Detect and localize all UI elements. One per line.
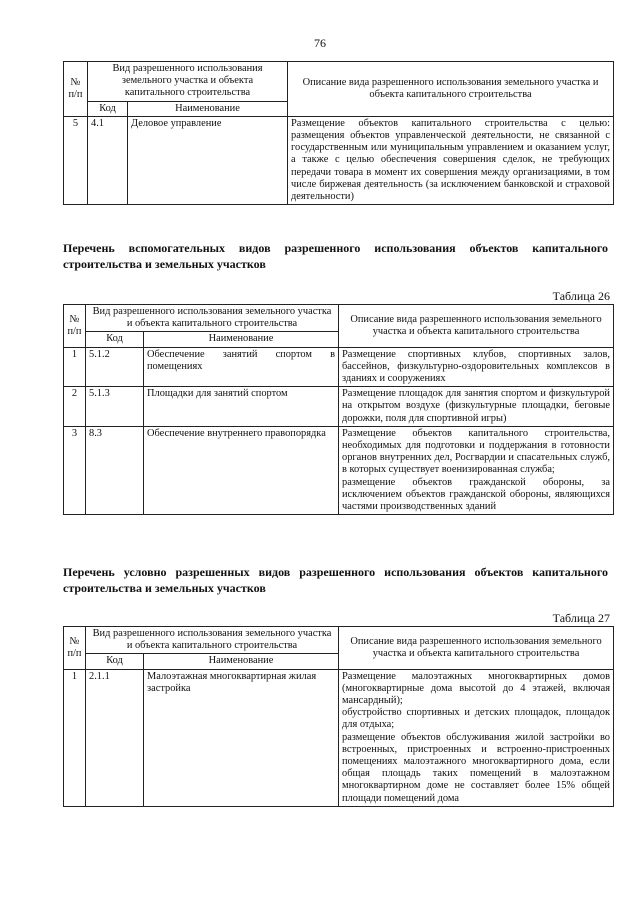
row-name: Обеспечение занятий спортом в помещениях bbox=[144, 347, 339, 387]
row-num: 1 bbox=[64, 347, 86, 387]
row-name: Обеспечение внутреннего правопорядка bbox=[144, 426, 339, 514]
row-description: Размещение объектов капитального строительства, необходимых для подготовки и поддержания в готовности органов внутренних дел, Росгвардии и спасательных служб, в которых существует военизированная служба; размещение объектов гражданской обороны, за исключением объектов гражданской обороны, являющихся частями производственных зданий bbox=[339, 426, 614, 514]
header-description: Описание вида разрешенного использования земельного участка и объекта капитального строительства bbox=[339, 627, 614, 670]
table-row bbox=[64, 387, 614, 427]
header-num: № п/п bbox=[64, 627, 86, 670]
header-use-type: Вид разрешенного использования земельного участка и объекта капитального строительства bbox=[86, 305, 339, 332]
row-code: 4.1 bbox=[88, 116, 128, 204]
header-name: Наименование bbox=[128, 101, 288, 116]
row-description: Размещение площадок для занятия спортом и физкультурой на открытом воздухе (физкультурные площадки, беговые дорожки, поля для спортивной игры) bbox=[339, 387, 614, 427]
header-name: Наименование bbox=[144, 654, 339, 669]
header-use-type: Вид разрешенного использования земельного участка и объекта капитального строительства bbox=[88, 62, 288, 102]
row-code: 5.1.3 bbox=[86, 387, 144, 427]
row-code: 5.1.2 bbox=[86, 347, 144, 387]
table-label-26: Таблица 26 bbox=[552, 289, 610, 303]
row-name: Деловое управление bbox=[128, 116, 288, 204]
table-label-27: Таблица 27 bbox=[552, 611, 610, 625]
row-num: 3 bbox=[64, 426, 86, 514]
header-name: Наименование bbox=[144, 332, 339, 347]
table-row bbox=[64, 669, 614, 806]
header-num: № п/п bbox=[64, 62, 88, 117]
row-num: 1 bbox=[64, 669, 86, 806]
row-description: Размещение малоэтажных многоквартирных домов (многоквартирные дома высотой до 4 этажей, включая мансардный); обустройство спортивных и детских площадок, площадок для отдыха; размещение объектов обслуживания жилой застройки во встроенных, пристроенных и встроенно-пристроенных помещениях малоэтажного многоквартирного дома, если общая площадь таких помещений в малоэтажном многоквартирном доме не составляет более 15% общей площади помещений дома bbox=[339, 669, 614, 806]
section-title-conditional: Перечень условно разрешенных видов разрешенного использования объектов капитального строительства и земельных участков bbox=[63, 565, 608, 595]
header-code: Код bbox=[88, 101, 128, 116]
table-header-row bbox=[64, 305, 614, 332]
row-num: 5 bbox=[64, 116, 88, 204]
table-row bbox=[64, 116, 614, 204]
row-num: 2 bbox=[64, 387, 86, 427]
row-name: Малоэтажная многоквартирная жилая застройка bbox=[144, 669, 339, 806]
table-main-uses bbox=[63, 61, 614, 205]
row-description: Размещение спортивных клубов, спортивных залов, бассейнов, физкультурно-оздоровительных комплексов в зданиях и сооружениях bbox=[339, 347, 614, 387]
header-num: № п/п bbox=[64, 305, 86, 348]
header-use-type: Вид разрешенного использования земельного участка и объекта капитального строительства bbox=[86, 627, 339, 654]
table-auxiliary-uses bbox=[63, 304, 614, 515]
row-code: 8.3 bbox=[86, 426, 144, 514]
table-conditional-uses bbox=[63, 626, 614, 807]
row-description: Размещение объектов капитального строительства с целью: размещения объектов управленческой деятельности, не связанной с государственным или муниципальным управлением и оказанием услуг, а также с целью обеспечения совершения сделок, не требующих передачи товара в момент их совершения между организациями, в том числе биржевая деятельность (за исключением банковской и страховой деятельности) bbox=[288, 116, 614, 204]
table-header-row bbox=[64, 62, 614, 102]
table-row bbox=[64, 426, 614, 514]
section-title-auxiliary: Перечень вспомогательных видов разрешенного использования объектов капитального строительства и земельных участков bbox=[63, 241, 608, 271]
row-name: Площадки для занятий спортом bbox=[144, 387, 339, 427]
table-header-row bbox=[64, 627, 614, 654]
header-code: Код bbox=[86, 332, 144, 347]
table-row bbox=[64, 347, 614, 387]
page-number: 76 bbox=[314, 36, 326, 50]
header-description: Описание вида разрешенного использования земельного участка и объекта капитального строительства bbox=[288, 62, 614, 117]
header-description: Описание вида разрешенного использования земельного участка и объекта капитального строительства bbox=[339, 305, 614, 348]
row-code: 2.1.1 bbox=[86, 669, 144, 806]
header-code: Код bbox=[86, 654, 144, 669]
